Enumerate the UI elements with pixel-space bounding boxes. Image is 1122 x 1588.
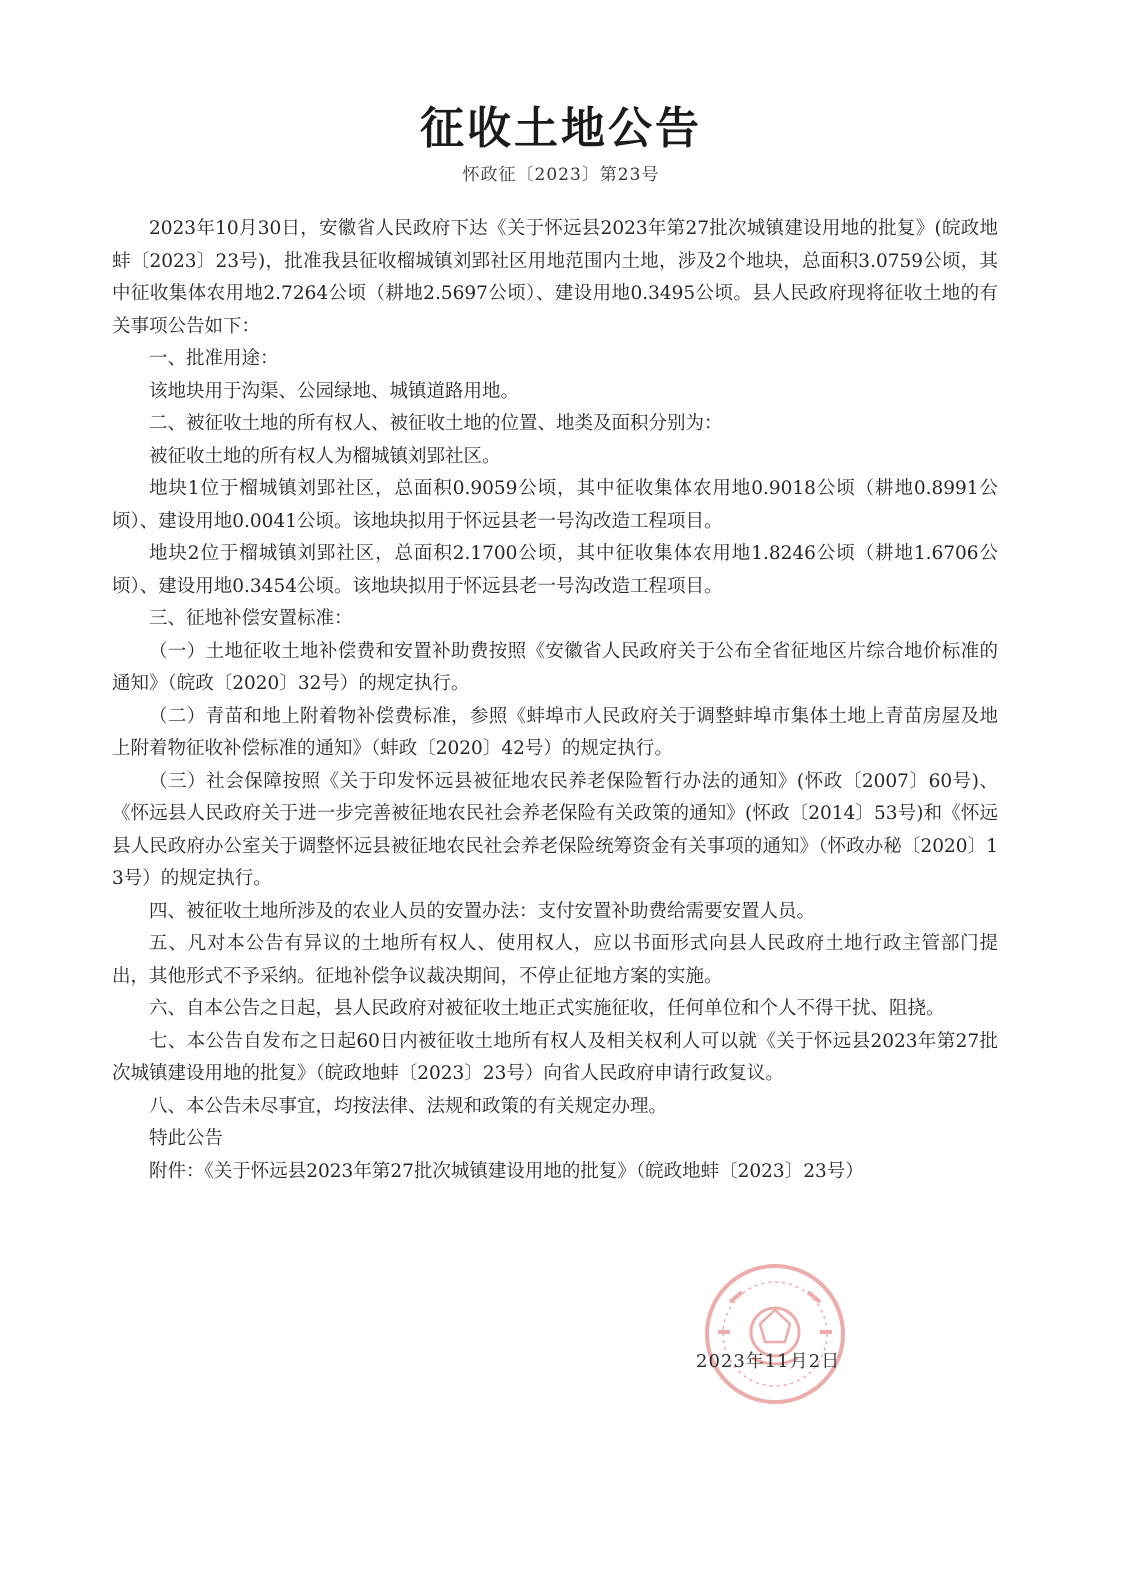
approved-use-paragraph: 该地块用于沟渠、公园绿地、城镇道路用地。: [149, 380, 520, 402]
section-review: 七、本公告自发布之日起60日内被征收土地所有权人及相关权利人可以就《关于怀远县2023年第27批次城镇建设用地的批复》（皖政地蚌〔2023〕23号）向省人民政府申请行政复议。: [112, 1030, 998, 1084]
compensation-item-1: （一）土地征收土地补偿费和安置补助费按照《安徽省人民政府关于公布全省征地区片综合地价标准的通知》（皖政〔2020〕32号）的规定执行。: [112, 640, 998, 694]
intro-paragraph: 2023年10月30日，安徽省人民政府下达《关于怀远县2023年第27批次城镇建设用地的批复》(皖政地蚌〔2023〕23号)，批准我县征收榴城镇刘郢社区用地范围内土地，涉及2个地块，总面积3.0759公顷，其中征收集体农用地2.7264公顷（耕地2.5697公顷）、建设用地0.3495公顷。县人民政府现将征收土地的有关事项公告如下：: [112, 218, 998, 337]
document-date: 2023年11月2日: [696, 1351, 841, 1372]
attachment-line: 附件：《关于怀远县2023年第27批次城镇建设用地的批复》（皖政地蚌〔2023〕23号）: [149, 1160, 864, 1182]
land-owner-paragraph: 被征收土地的所有权人为榴城镇刘郢社区。: [149, 445, 501, 467]
parcel-2-paragraph: 地块2位于榴城镇刘郢社区，总面积2.1700公顷，其中征收集体农用地1.8246公顷（耕地1.6706公顷）、建设用地0.3454公顷。该地块拟用于怀远县老一号沟改造工程项目。: [112, 543, 998, 597]
section-other-matters: 八、本公告未尽事宜，均按法律、法规和政策的有关规定办理。: [149, 1095, 668, 1117]
document-title: 征收土地公告: [420, 103, 702, 154]
parcel-1-paragraph: 地块1位于榴城镇刘郢社区，总面积0.9059公顷，其中征收集体农用地0.9018公顷（耕地0.8991公顷）、建设用地0.0041公顷。该地块拟用于怀远县老一号沟改造工程项目。: [112, 478, 998, 532]
section-resettlement: 四、被征收土地所涉及的农业人员的安置办法：支付安置补助费给需要安置人员。: [149, 900, 816, 922]
closing-phrase: 特此公告: [149, 1128, 224, 1149]
section-heading-land-owner: 二、被征收土地的所有权人、被征收土地的位置、地类及面积分别为：: [149, 413, 723, 434]
signature-area: [690, 1262, 910, 1412]
section-implementation: 六、自本公告之日起，县人民政府对被征收土地正式实施征收，任何单位和个人不得干扰、阻挠。: [149, 998, 945, 1019]
section-heading-approved-use: 一、批准用途：: [149, 348, 279, 369]
compensation-item-2: （二）青苗和地上附着物补偿费标准，参照《蚌埠市人民政府关于调整蚌埠市集体土地上青苗房屋及地上附着物征收补偿标准的通知》（蚌政〔2020〕42号）的规定执行。: [112, 705, 998, 759]
document-number: 怀政征〔2023〕第23号: [462, 165, 660, 185]
document-body: [112, 213, 998, 1188]
section-objection: 五、凡对本公告有异议的土地所有权人、使用权人，应以书面形式向县人民政府土地行政主管部门提出，其他形式不予采纳。征地补偿争议裁决期间，不停止征地方案的实施。: [112, 933, 998, 987]
section-heading-compensation: 三、征地补偿安置标准：: [149, 608, 353, 629]
official-seal-icon: [690, 1262, 910, 1412]
compensation-item-3: （三）社会保障按照《关于印发怀远县被征地农民养老保险暂行办法的通知》(怀政〔2007〕60号)、《怀远县人民政府关于进一步完善被征地农民社会养老保险有关政策的通知》(怀政〔2014〕53号)和《怀远县人民政府办公室关于调整怀远县被征地农民社会养老保险统筹资金有关事项的通知》（怀政办秘〔2020〕13号）的规定执行。: [112, 770, 998, 889]
